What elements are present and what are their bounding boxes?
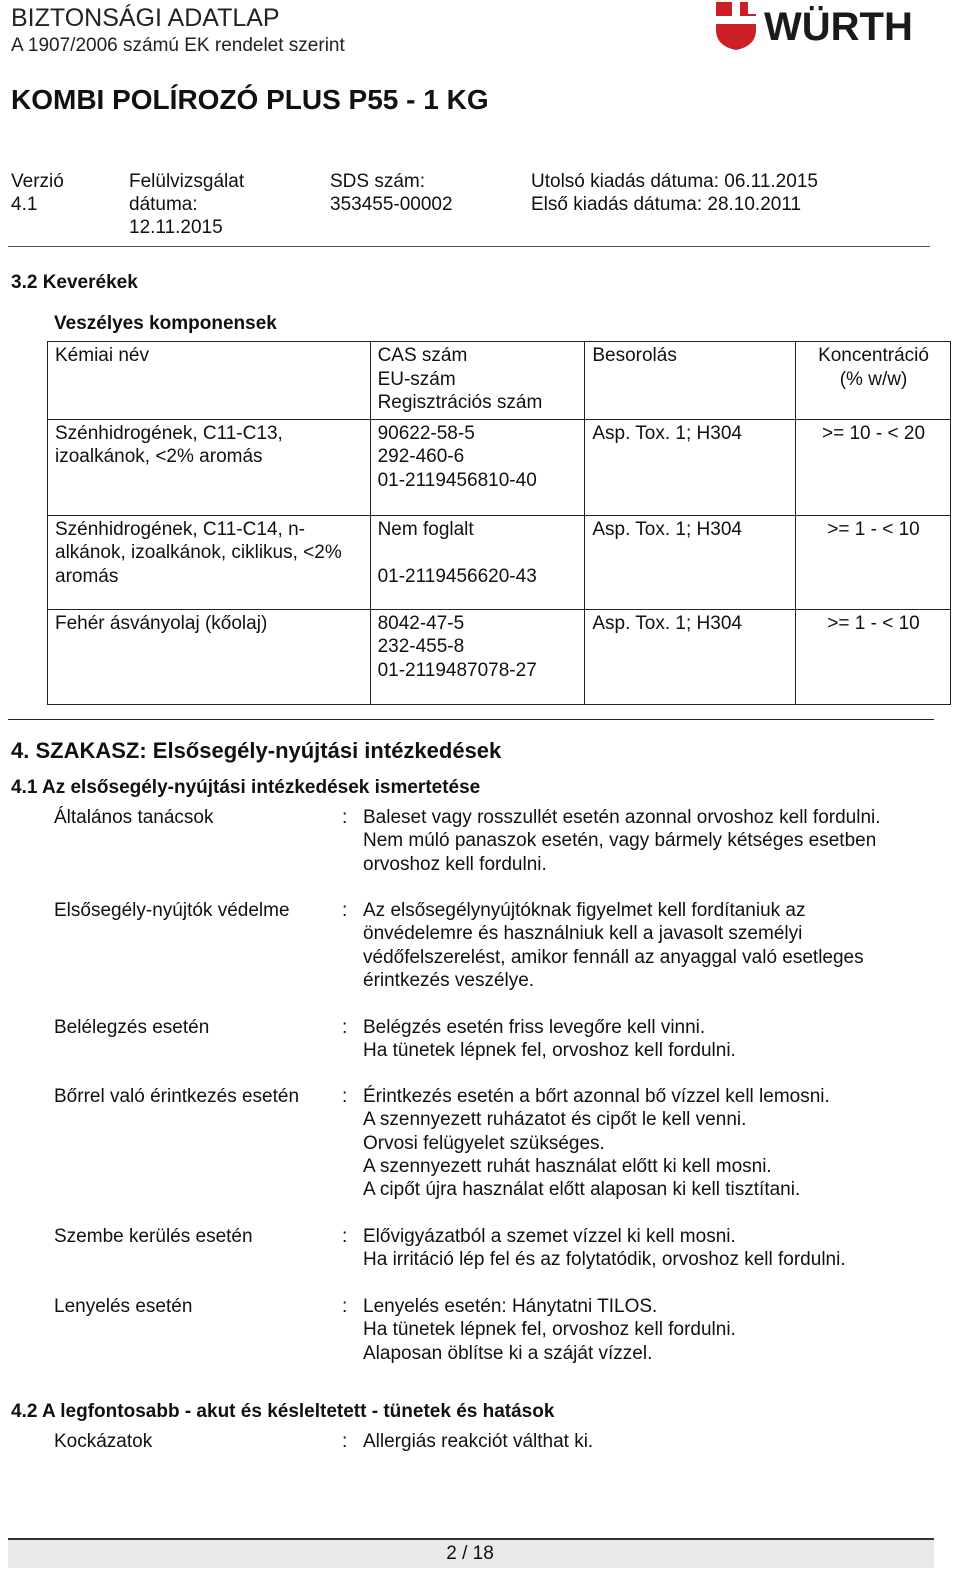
first-issue-date: Első kiadás dátuma: 28.10.2011 [531,194,802,215]
document-type-title: BIZTONSÁGI ADATLAP [11,4,280,32]
hazardous-components-table [47,341,951,705]
section-divider [8,719,934,720]
classification: Asp. Tox. 1; H304 [585,419,796,515]
last-issue-date: Utolsó kiadás dátuma: 06.11.2015 [531,171,818,192]
wurth-logo [712,0,934,52]
classification: Asp. Tox. 1; H304 [585,515,796,609]
section-4-2-heading: 4.2 A legfontosabb - akut és késleltetett - tünetek és hatások [11,1401,555,1422]
header-classification: Besorolás [585,342,796,420]
chemical-identifiers: Nem foglalt 01-2119456620-43 [370,515,585,609]
version-block [11,170,64,216]
sds-block [330,170,453,216]
version-label: Verzió [11,171,64,192]
revision-block [129,170,244,239]
section-4-heading: 4. SZAKASZ: Elsősegély-nyújtási intézkedések [11,738,502,763]
table-row [48,419,951,515]
classification: Asp. Tox. 1; H304 [585,609,796,704]
product-name: KOMBI POLÍROZÓ PLUS P55 - 1 KG [11,84,489,115]
hazardous-components-title: Veszélyes komponensek [54,313,277,334]
page-number: 2 / 18 [446,1543,494,1564]
revision-label-2: dátuma: [129,194,198,215]
chemical-name: Szénhidrogének, C11-C14, n- alkánok, izoalkánok, ciklikus, <2% aromás [48,515,371,609]
section-4-1-heading: 4.1 Az elsősegély-nyújtási intézkedések ismertetése [11,777,481,798]
section-3-2-heading: 3.2 Keverékek [11,272,138,293]
concentration: >= 1 - < 10 [796,609,951,704]
sds-label: SDS szám: [330,171,426,192]
chemical-name: Fehér ásványolaj (kőolaj) [48,609,371,704]
header-chemical-name: Kémiai név [48,342,371,420]
revision-date: 12.11.2015 [129,217,223,238]
dates-block [531,170,818,216]
regulation-reference: A 1907/2006 számú EK rendelet szerint [11,35,345,56]
wurth-logo-wordmark: WÜRTH [764,5,913,49]
concentration: >= 1 - < 10 [796,515,951,609]
chemical-name: Szénhidrogének, C11-C13, izoalkánok, <2% aromás [48,419,371,515]
chemical-identifiers: 90622-58-5 292-460-6 01-2119456810-40 [370,419,585,515]
header-divider [8,246,930,247]
concentration: >= 10 - < 20 [796,419,951,515]
header-identifiers: CAS szám EU-szám Regisztrációs szám [370,342,585,420]
table-row [48,515,951,609]
version-value: 4.1 [11,194,38,215]
sds-number: 353455-00002 [330,194,453,215]
table-row [48,609,951,704]
table-header-row [48,342,951,420]
chemical-identifiers: 8042-47-5 232-455-8 01-2119487078-27 [370,609,585,704]
revision-label: Felülvizsgálat [129,171,245,192]
header-concentration: Koncentráció (% w/w) [796,342,951,420]
